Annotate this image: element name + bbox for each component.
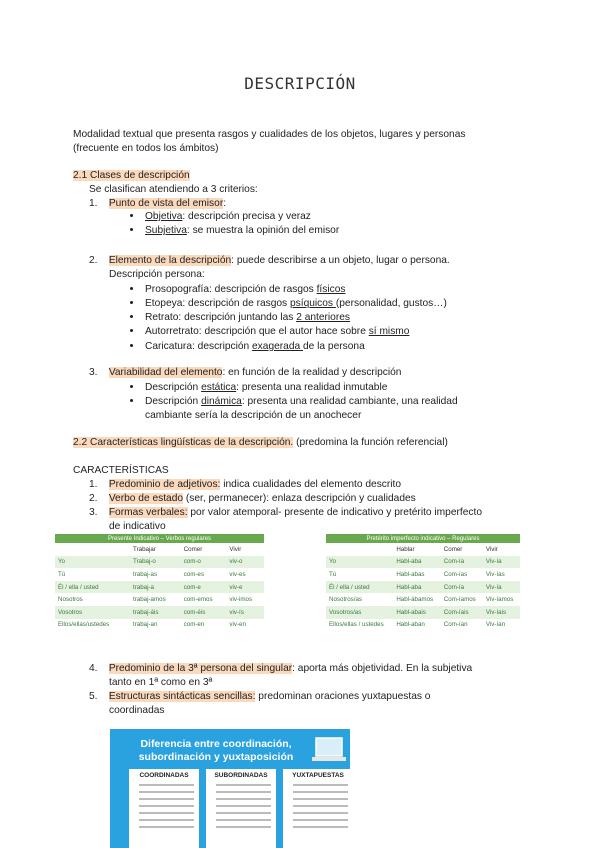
feature-3: 3. Formas verbales: por valor atemporal- presente de indicativo y pretérito imperfecto: [89, 507, 482, 518]
table-row: Ellos/ellas/ustedes trabaj-an com-en viv-en: [58, 621, 246, 629]
criterion-2-item-4: Autorretrato: descripción que el autor hace sobre sí mismo: [145, 326, 410, 337]
bullet: [130, 301, 133, 304]
feature-5-cont: coordinadas: [109, 705, 165, 716]
table-row: Tú trabaj-as com-es viv-es: [58, 570, 246, 578]
table-row: Vosotros/as Habl-abais Com-íais Viv-íais: [326, 606, 520, 619]
criterion-2-item-5: Caricatura: descripción exagerada de la persona: [145, 341, 365, 352]
feature-2: 2. Verbo de estado (ser, permanecer): enlaza descripción y cualidades: [89, 493, 416, 504]
syntax-infographic: Diferencia entre coordinación, subordinación y yuxtaposición COORDINADAS SUBORDINADAS YUXTAPUESTAS: [110, 729, 350, 848]
bullet: [130, 385, 133, 388]
table-row: Vosotros trabaj-áis com-éis viv-ís: [55, 606, 264, 619]
feature-3-cont: de indicativo: [109, 521, 166, 532]
coordinadas-column: COORDINADAS: [129, 769, 199, 848]
feature-5: 5. Estructuras sintácticas sencillas: predominan oraciones yuxtapuestas o: [89, 691, 431, 702]
table-row: Tú Habl-abas Com-ías Viv-ías: [329, 570, 505, 578]
present-indicative-table: Presente Indicativo – Verbos regulares Trabajar Comer Vivir Yo Trabaj-o com-o viv-o Tú trabaj-as com-es viv-es Él / ella / usted trabaj-a com-e viv-e Nosotros trabaj-amos com-emos viv-imos Vosotros trabaj-áis com-éis viv-ís Ellos/ellas/ustedes trabaj-an com-en viv-en: [55, 534, 264, 631]
table-row: Ellos/ellas / ustedes Habl-aban Com-ían Viv-ían: [329, 621, 506, 629]
table-row: Nosotros trabaj-amos com-emos viv-imos: [58, 596, 253, 604]
criterion-2: 2. Elemento de la descripción: puede describirse a un objeto, lugar o persona.: [89, 255, 450, 266]
criterion-2-line-2: Descripción persona:: [109, 269, 205, 280]
imperfect-indicative-table: Pretérito imperfecto indicativo – Regulares Hablar Comer Vivir Yo Habl-aba Com-ía Viv-ía Tú Habl-abas Com-ías Viv-ías Él / ella / usted Habl-aba Com-ía Viv-ía Nosotros/as Habl-ábamos Com-íamos Viv-íamos Vosotros/as Habl-abais Com-íais Viv-íais Ellos/ellas / ustedes Habl-aban Com-ían Viv-ían: [326, 534, 520, 631]
table-title: Presente Indicativo – Verbos regulares: [55, 534, 264, 543]
table-row: Nosotros/as Habl-ábamos Com-íamos Viv-íamos: [329, 596, 514, 604]
table-row: Yo Habl-aba Com-ía Viv-ía: [326, 556, 520, 569]
bullet: [130, 344, 133, 347]
bullet: [130, 214, 133, 217]
table-title: Pretérito imperfecto indicativo – Regulares: [326, 534, 520, 543]
criterion-2-item-3: Retrato: descripción juntando las 2 anteriores: [145, 312, 351, 323]
subordinadas-column: SUBORDINADAS: [206, 769, 276, 848]
bullet: [130, 315, 133, 318]
criterion-1-item-2: Subjetiva: se muestra la opinión del emisor: [145, 225, 340, 236]
feature-1: 1. Predominio de adjetivos: indica cualidades del elemento descrito: [89, 479, 402, 490]
intro-line-1: Modalidad textual que presenta rasgos y cualidades de los objetos, lugares y personas: [73, 129, 466, 140]
criterion-1-item-1: Objetiva: descripción precisa y veraz: [145, 211, 311, 222]
section-2-1-sub: Se clasifican atendiendo a 3 criterios:: [89, 184, 258, 195]
feature-4: 4. Predominio de la 3ª persona del singular: aporta más objetividad. En la subjetiva: [89, 663, 473, 674]
yuxtapuestas-column: YUXTAPUESTAS: [283, 769, 350, 848]
table-row: Él / ella / usted trabaj-a com-e viv-e: [55, 581, 264, 594]
criterion-1: 1. Punto de vista del emisor:: [89, 198, 227, 209]
feature-4-cont: tanto en 1ª como en 3ª: [109, 677, 213, 688]
criterion-3: 3. Variabilidad del elemento: en función de la realidad y descripción: [89, 367, 402, 378]
characteristics-label: CARACTERÍSTICAS: [73, 465, 169, 476]
criterion-3-item-1: Descripción estática: presenta una realidad inmutable: [145, 382, 388, 393]
bullet: [130, 287, 133, 290]
table-row: Él / ella / usted Habl-aba Com-ía Viv-ía: [326, 581, 520, 594]
bullet: [130, 329, 133, 332]
criterion-2-item-2: Etopeya: descripción de rasgos psíquicos (personalidad, gustos…): [145, 298, 447, 309]
table-row: Yo Trabaj-o com-o viv-o: [55, 556, 264, 569]
bullet: [130, 228, 133, 231]
intro-line-2: (frecuente en todos los ámbitos): [73, 143, 219, 154]
criterion-3-item-2: Descripción dinámica: presenta una realidad cambiante, una realidad: [145, 396, 458, 407]
page-title: DESCRIPCIÓN: [244, 74, 356, 93]
section-2-2-heading: 2.2 Características lingüísticas de la descripción. (predomina la función referencial): [73, 437, 448, 448]
criterion-2-item-1: Prosopografía: descripción de rasgos físicos: [145, 284, 346, 295]
criterion-3-item-2-cont: cambiante sería la descripción de un anochecer: [145, 410, 362, 421]
laptop-icon: [310, 734, 348, 766]
bullet: [130, 399, 133, 402]
section-2-1-heading: 2.1 Clases de descripción: [73, 170, 190, 181]
